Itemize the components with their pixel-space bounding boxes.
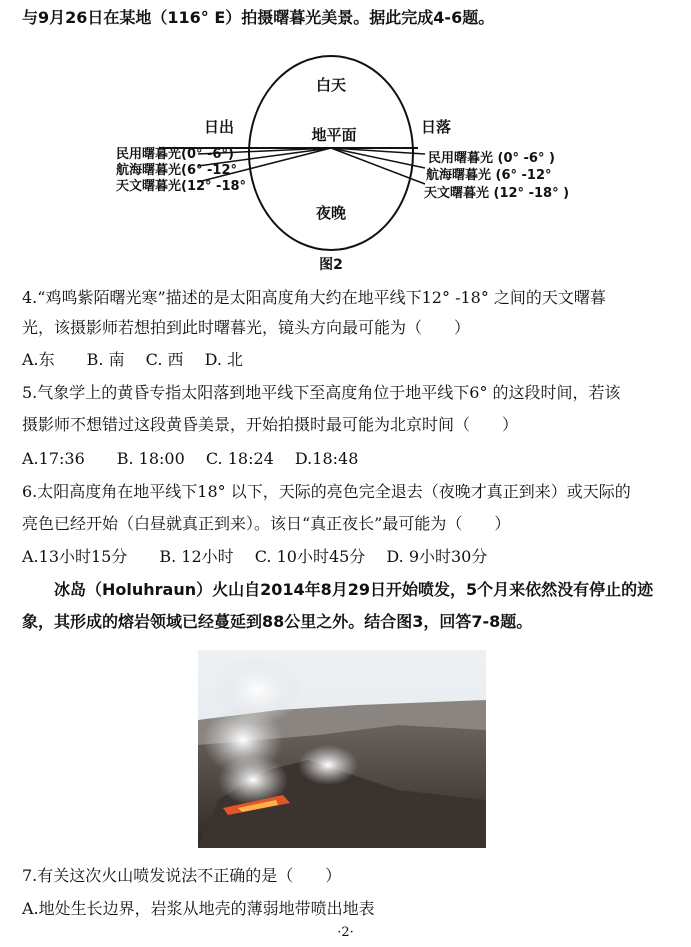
sunrise-label: 日出 — [203, 118, 235, 136]
q7-stem: 7.有关这次火山喷发说法不正确的是（ ） — [22, 866, 342, 885]
left-civil-label: 民用曙暮光(0° -6°) — [116, 147, 234, 162]
right-civil-label: 民用曙暮光 (0° -6° ) — [428, 151, 555, 166]
right-nautical-label: 航海曙暮光 (6° -12° — [426, 168, 552, 183]
left-astronomical-label: 天文曙暮光(12° -18° — [116, 179, 247, 194]
passage-line1: 冰岛（Holuhraun）火山自2014年8月29日开始喷发，5个月来依然没有停止的迹 — [22, 580, 654, 599]
intro-text: 与9月26日在某地（116° E）拍摄曙暮光美景。据此完成4-6题。 — [22, 8, 495, 27]
page-number: ·2· — [337, 925, 354, 940]
q5-stem-line1: 5.气象学上的黄昏专指太阳落到地平线下至高度角位于地平线下6° 的这段时间，若该 — [22, 383, 621, 402]
q6-stem-line2: 亮色已经开始（白昼就真正到来）。该日“真正夜长”最可能为（ ） — [22, 514, 511, 533]
right-astronomical-label: 天文曙暮光 (12° -18° ) — [424, 186, 570, 201]
q6-stem-line1: 6.太阳高度角在地平线下18° 以下，天际的亮色完全退去（夜晚才真正到来）或天际的 — [22, 482, 631, 501]
figure-2-twilight-diagram — [0, 40, 691, 320]
q5-stem-line2: 摄影师不想错过这段黄昏美景，开始拍摄时最可能为北京时间（ ） — [22, 415, 519, 434]
volcano-eruption-photo — [198, 650, 486, 848]
figure-2-caption: 图2 — [319, 257, 343, 273]
left-nautical-label: 航海曙暮光(6° -12° — [116, 163, 237, 178]
night-label: 夜晚 — [315, 204, 347, 222]
horizon-label: 地平面 — [311, 126, 357, 144]
right-twilight-lines — [331, 148, 425, 184]
day-label: 白天 — [315, 76, 347, 94]
q4-options: A.东 B. 南 C. 西 D. 北 — [22, 350, 244, 369]
q5-options: A.17:36 B. 18:00 C. 18:24 D.18:48 — [22, 449, 359, 468]
q6-options: A.13小时15分 B. 12小时 C. 10小时45分 D. 9小时30分 — [22, 547, 488, 566]
q4-stem-line2: 光，该摄影师若想拍到此时曙暮光，镜头方向最可能为（ ） — [22, 318, 471, 337]
passage-line2: 象，其形成的熔岩领域已经蔓延到88公里之外。结合图3，回答7-8题。 — [22, 612, 533, 631]
q4-stem-line1: 4.“鸡鸣紫陌曙光寒”描述的是太阳高度角大约在地平线下12° -18° 之间的天文曙暮 — [22, 288, 606, 307]
q7-option-a: A.地处生长边界，岩浆从地壳的薄弱地带喷出地表 — [22, 899, 375, 918]
sunset-label: 日落 — [420, 118, 452, 136]
